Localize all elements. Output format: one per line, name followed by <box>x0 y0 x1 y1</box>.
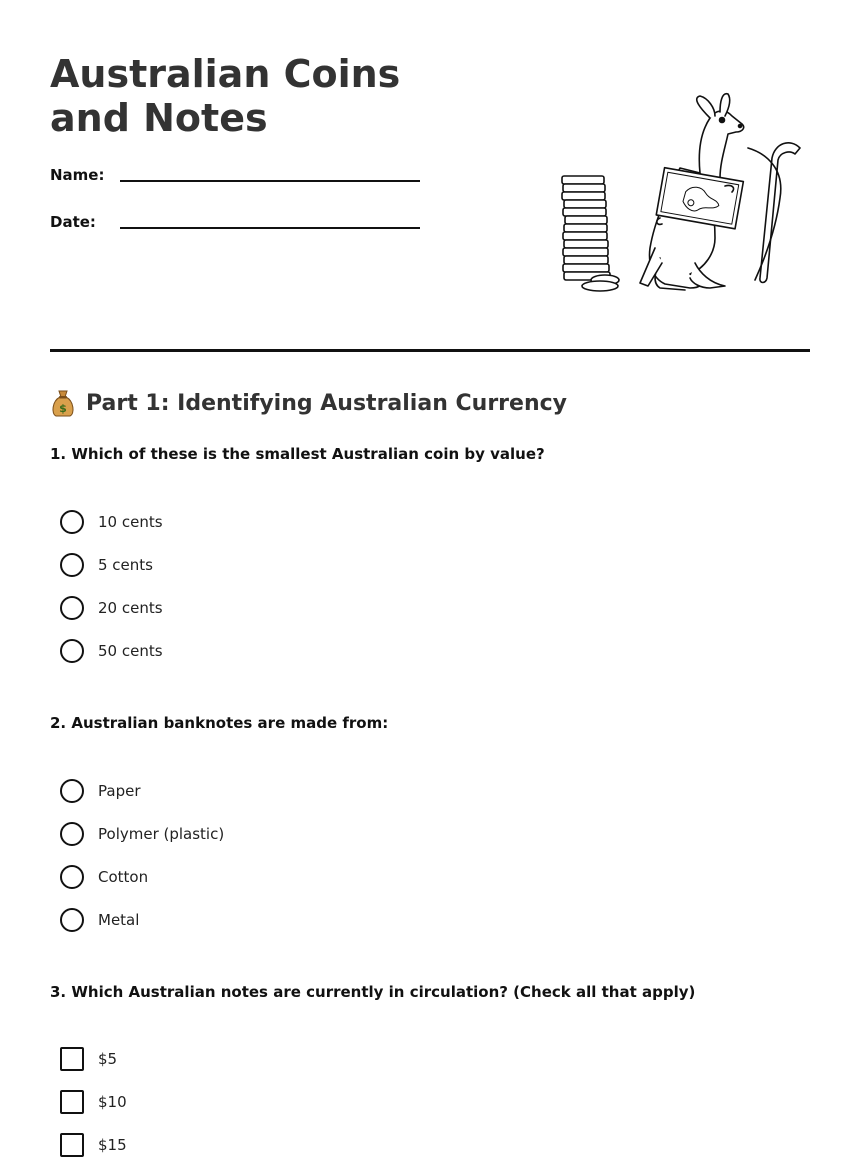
name-input-line[interactable] <box>120 180 420 182</box>
option-label: 10 cents <box>98 513 163 531</box>
option-label: 5 cents <box>98 556 153 574</box>
question-3: 3. Which Australian notes are currently in circulation? (Check all that apply) <box>50 983 696 1001</box>
checkbox[interactable] <box>60 1090 84 1114</box>
option-label: $10 <box>98 1093 127 1111</box>
page-title: Australian Coins and Notes <box>50 52 401 140</box>
option-label: Polymer (plastic) <box>98 825 225 843</box>
q2-option-2[interactable] <box>60 821 224 847</box>
q2-option-3[interactable] <box>60 864 148 890</box>
radio-button[interactable] <box>60 779 84 803</box>
name-field-row <box>50 166 470 196</box>
q3-option-3[interactable] <box>60 1132 127 1158</box>
checkbox[interactable] <box>60 1133 84 1157</box>
radio-button[interactable] <box>60 822 84 846</box>
radio-button[interactable] <box>60 596 84 620</box>
radio-button[interactable] <box>60 865 84 889</box>
radio-button[interactable] <box>60 510 84 534</box>
name-label: Name: <box>50 166 105 184</box>
q3-option-2[interactable] <box>60 1089 127 1115</box>
option-label: 50 cents <box>98 642 163 660</box>
coin-stack-icon <box>562 176 619 291</box>
option-label: $15 <box>98 1136 127 1154</box>
radio-button[interactable] <box>60 639 84 663</box>
q1-option-2[interactable] <box>60 552 153 578</box>
option-label: Cotton <box>98 868 149 886</box>
date-input-line[interactable] <box>120 227 420 229</box>
option-label: Paper <box>98 782 141 800</box>
question-1: 1. Which of these is the smallest Australian coin by value? <box>50 445 545 463</box>
date-label: Date: <box>50 213 96 231</box>
q1-option-3[interactable] <box>60 595 163 621</box>
section-heading-part-1 <box>50 388 567 418</box>
question-2: 2. Australian banknotes are made from: <box>50 714 389 732</box>
section-divider <box>50 349 810 352</box>
date-field-row <box>50 213 470 243</box>
option-label: 20 cents <box>98 599 163 617</box>
radio-button[interactable] <box>60 553 84 577</box>
option-label: Metal <box>98 911 140 929</box>
q2-option-1[interactable] <box>60 778 140 804</box>
money-bag-icon <box>50 388 76 418</box>
checkbox[interactable] <box>60 1047 84 1071</box>
svg-text:$: $ <box>59 402 67 415</box>
q3-option-1[interactable] <box>60 1046 117 1072</box>
section-title: Part 1: Identifying Australian Currency <box>86 390 567 416</box>
q2-option-4[interactable] <box>60 907 139 933</box>
q1-option-1[interactable] <box>60 509 163 535</box>
q1-option-4[interactable] <box>60 638 163 664</box>
kangaroo-illustration <box>560 88 810 298</box>
radio-button[interactable] <box>60 908 84 932</box>
option-label: $5 <box>98 1050 118 1068</box>
